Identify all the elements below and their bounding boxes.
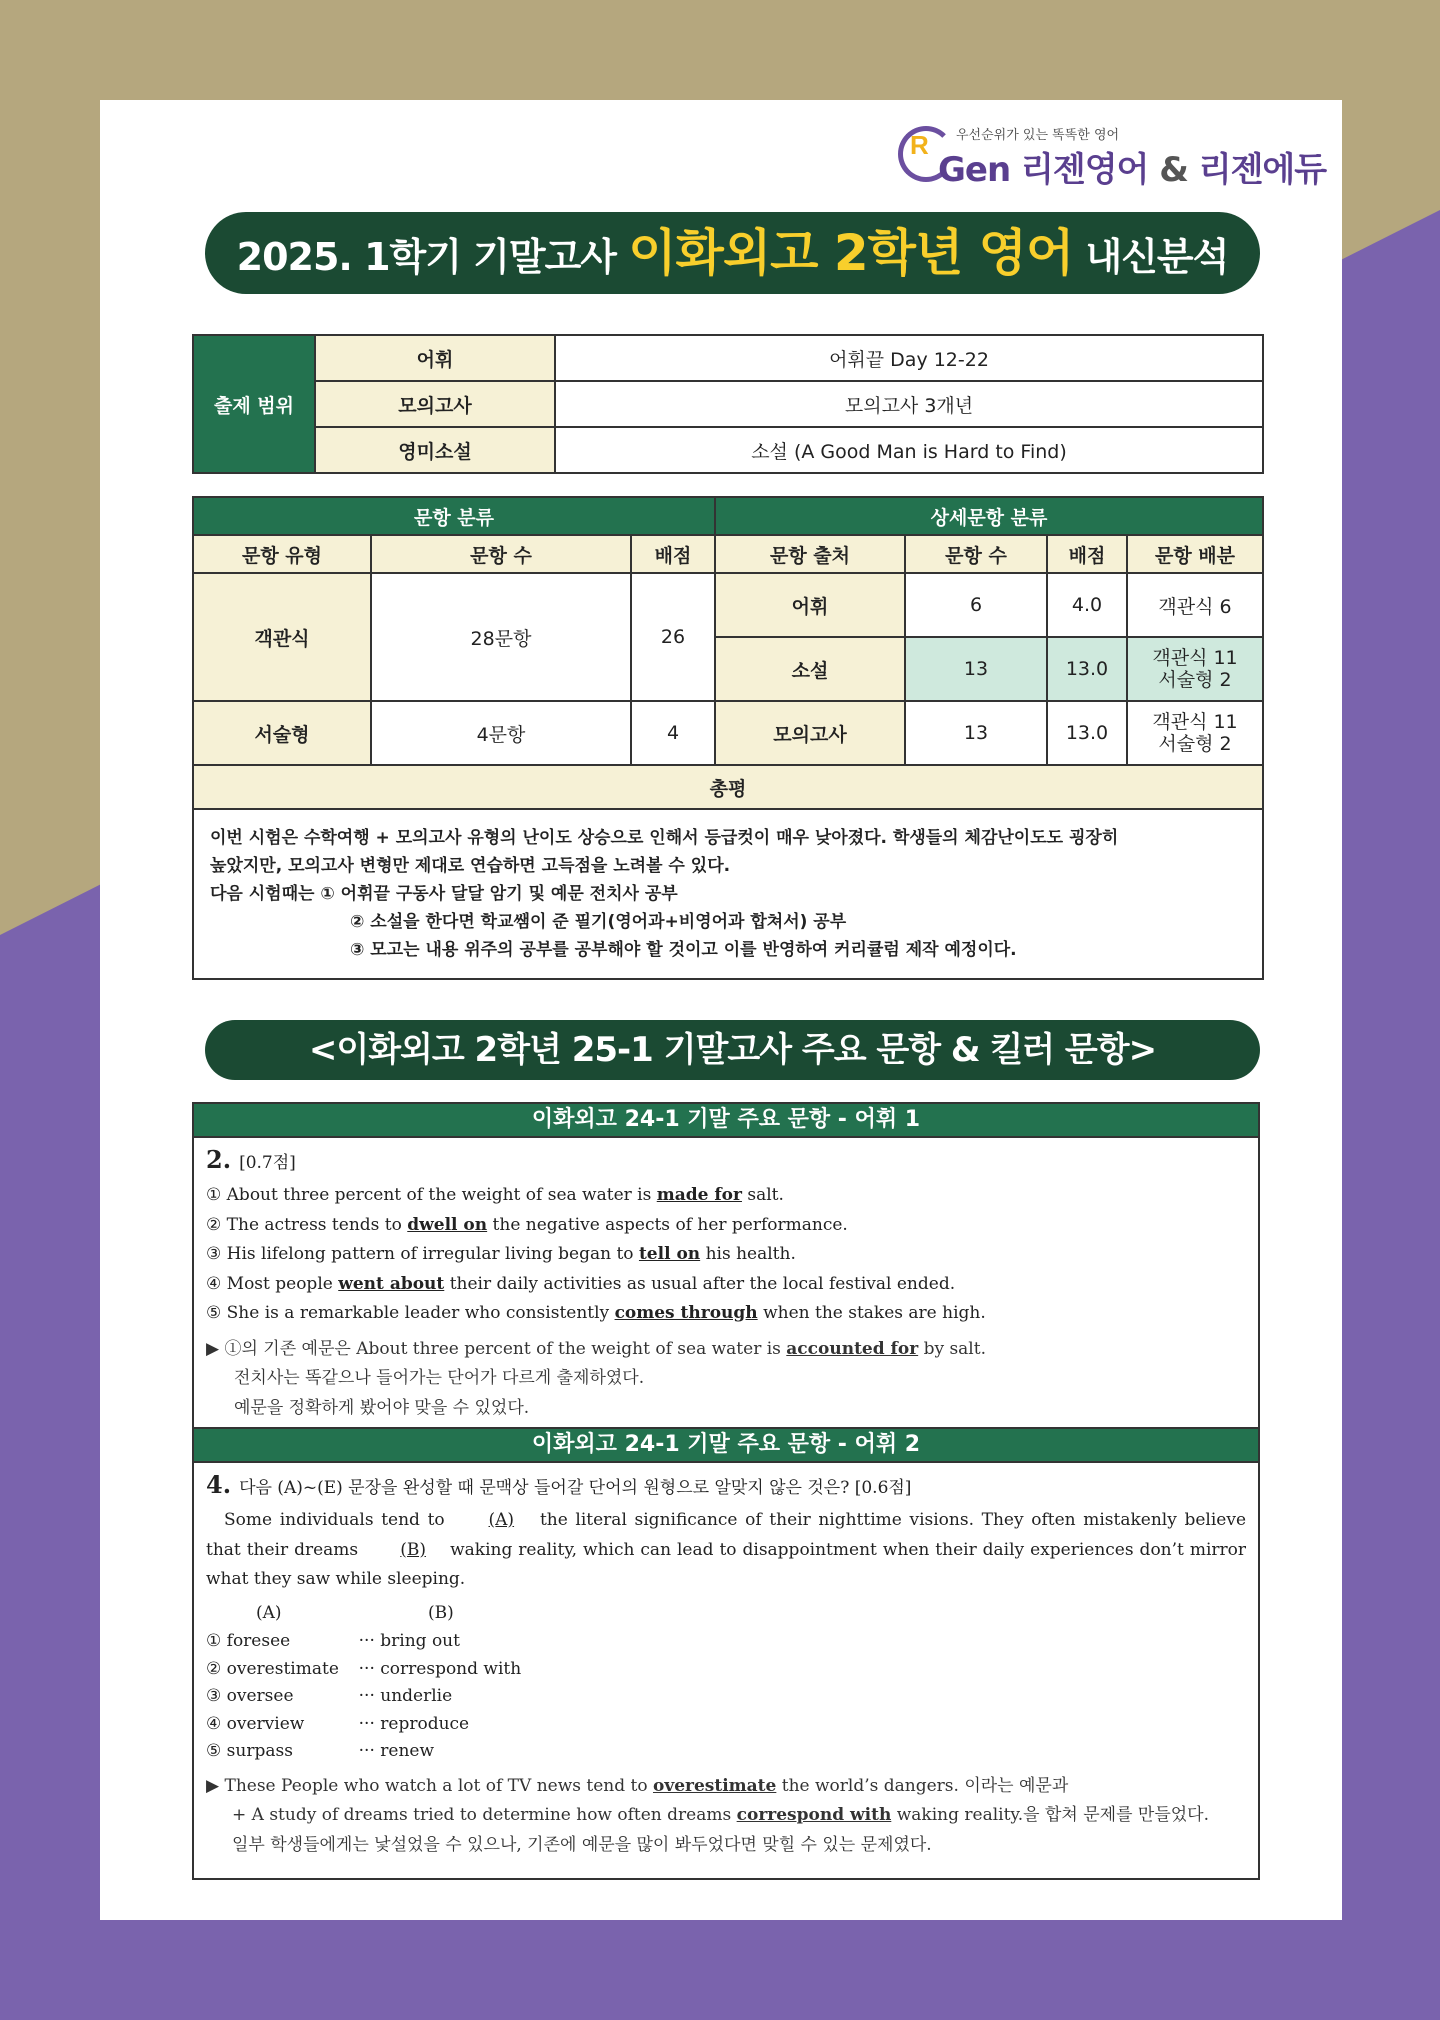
analysis-note [206,1335,1246,1365]
title-banner [205,212,1260,294]
classification-left-title: 문항 분류 [193,497,715,535]
source-score: 4.0 [1047,573,1127,637]
column-header: 문항 유형 [193,535,371,573]
question-passage [206,1506,1246,1595]
option-text: when the stakes are high. [763,1303,986,1323]
option-text: The actress tends to [226,1214,402,1235]
analysis-note [206,1801,1246,1831]
option [206,1738,1246,1766]
option-a: foresee [226,1631,291,1651]
source-dist-line: 서술형 2 [1158,733,1232,755]
option-text: their daily activities as usual after the local festival ended. [449,1273,956,1294]
question-number: 4. [206,1470,232,1499]
column-header: 문항 배분 [1127,535,1263,573]
question-points: [0.7점] [239,1153,296,1173]
option [206,1299,1246,1329]
source-dist: 객관식 6 [1127,573,1263,637]
option-a: oversee [226,1686,294,1706]
note-text: 전치사는 똑같으나 들어가는 단어가 다르게 출제하였다. [234,1368,645,1388]
source-dist-line: 서술형 2 [1158,669,1232,691]
note-underline: correspond with [736,1805,892,1825]
type-score: 26 [631,573,715,701]
option [206,1656,1246,1684]
option-underline: made for [656,1185,742,1205]
source-count: 13 [905,637,1047,701]
classification-table [192,496,1264,980]
logo-slogan: 우선순위가 있는 똑똑한 영어 [956,128,1120,143]
option-b: ··· bring out [358,1631,460,1651]
type-cell: 객관식 [193,573,371,701]
note-text: by salt. [923,1338,986,1359]
option [206,1270,1246,1300]
source-score: 13.0 [1047,637,1127,701]
summary-line: 높았지만, 모의고사 변형만 제대로 연습하면 고득점을 노려볼 수 있다. [210,856,731,876]
title-prefix: 2025. 1학기 기말고사 [236,235,617,279]
option-text: His lifelong pattern of irregular living began to [226,1244,634,1264]
summary-text [193,809,1263,979]
scope-label: 어휘 [315,335,555,381]
question-2 [194,1463,1258,1864]
option-b: ··· reproduce [358,1713,470,1734]
document-page [100,100,1342,1920]
scope-label: 모의고사 [315,381,555,427]
option-text: She is a remarkable leader who consistently [226,1303,610,1323]
column-header: 문항 수 [905,535,1047,573]
option-underline: dwell on [407,1214,488,1235]
source-cell: 모의고사 [715,701,905,765]
question-header: 이화외고 24-1 기말 주요 문항 - 어휘 1 [194,1104,1258,1138]
note-text: waking reality.을 합쳐 문제를 만들었다. [896,1805,1209,1825]
analysis-note [206,1772,1246,1802]
note-text: ▶ ①의 기존 예문은 About three percent of the weight of sea water is [206,1338,781,1359]
summary-line: 다음 시험때는 ① 어휘끝 구동사 달달 암기 및 예문 전치사 공부 [210,884,678,904]
note-underline: overestimate [652,1775,777,1796]
passage-text: waking reality, which can lead to disappointment when their daily experiences don’t mirror what they saw while sleeping. [206,1539,1246,1589]
title-highlight: 이화외고 2학년 영어 [628,224,1074,282]
scope-header: 출제 범위 [193,335,315,473]
column-header: 문항 출처 [715,535,905,573]
option-number: ② [206,1214,222,1235]
note-text: ▶ These People who watch a lot of TV news tend to [206,1775,648,1796]
source-count: 13 [905,701,1047,765]
note-underline: accounted for [786,1338,919,1359]
option-text: salt. [747,1185,784,1205]
scope-label: 영미소설 [315,427,555,473]
column-header: 문항 수 [371,535,631,573]
question-header: 이화외고 24-1 기말 주요 문항 - 어휘 2 [194,1427,1258,1463]
option-a: overestimate [226,1658,339,1679]
type-count: 4문항 [371,701,631,765]
option-b: ··· renew [358,1741,435,1761]
option-columns [206,1599,1246,1629]
logo-brand [938,142,1326,191]
column-a-label: (A) [256,1602,282,1623]
blank-a: (A) [488,1510,515,1530]
option-number: ② [206,1658,222,1679]
source-dist-line: 객관식 11 [1152,711,1238,733]
note-text: the world’s dangers. 이라는 예문과 [781,1775,1069,1796]
option-text: About three percent of the weight of sea water is [226,1185,652,1205]
option-text: his health. [705,1244,796,1264]
source-dist-line: 객관식 11 [1152,647,1238,669]
option [206,1711,1246,1739]
option-underline: went about [338,1273,445,1294]
logo-r-mark: R [910,130,929,160]
scope-value: 소설 (A Good Man is Hard to Find) [555,427,1263,473]
option-b: ··· correspond with [358,1658,522,1679]
option-text: the negative aspects of her performance. [492,1214,848,1235]
option-number: ① [206,1185,222,1205]
brand-logo [898,124,1327,194]
column-header: 배점 [1047,535,1127,573]
scope-value: 어휘끝 Day 12-22 [555,335,1263,381]
option-number: ⑤ [206,1741,222,1761]
option-number: ③ [206,1244,222,1264]
option-a: overview [226,1713,305,1734]
logo-amp: & [1159,150,1188,190]
question-number: 2. [206,1145,232,1174]
option-underline: tell on [638,1244,701,1264]
summary-line: ② 소설을 한다면 학교쌤이 준 필기(영어과+비영어과 합쳐서) 공부 [350,912,847,932]
option-number: ④ [206,1713,222,1734]
option [206,1181,1246,1211]
scope-table [192,334,1264,474]
source-score: 13.0 [1047,701,1127,765]
option-b: ··· underlie [358,1686,453,1706]
blank-b: (B) [400,1539,426,1560]
option [206,1211,1246,1241]
option [206,1628,1246,1656]
option-number: ④ [206,1273,222,1294]
option-text: Most people [226,1273,333,1294]
logo-brand-name-2: 리젠에듀 [1198,150,1327,190]
source-dist [1127,701,1263,765]
option-number: ③ [206,1686,222,1706]
source-cell: 어휘 [715,573,905,637]
option [206,1240,1246,1270]
column-b-label: (B) [428,1602,454,1623]
type-cell: 서술형 [193,701,371,765]
column-header: 배점 [631,535,715,573]
summary-line: 이번 시험은 수학여행 + 모의고사 유형의 난이도 상승으로 인해서 등급컷이 매우 낮아졌다. 학생들의 체감난이도도 굉장히 [210,828,1119,848]
question-prompt: 다음 (A)~(E) 문장을 완성할 때 문맥상 들어갈 단어의 원형으로 알맞지 않은 것은? [0.6점] [239,1478,912,1498]
type-score: 4 [631,701,715,765]
note-text: 예문을 정확하게 봤어야 맞을 수 있었다. [234,1397,530,1418]
option-a: surpass [226,1741,293,1761]
passage-text: Some individuals tend to [224,1510,445,1530]
source-count: 6 [905,573,1047,637]
question-1 [194,1138,1258,1427]
source-dist [1127,637,1263,701]
passage-text: the literal significance of their nighttime visions. They often mistakenly believe that their dreams [206,1510,1247,1560]
scope-value: 모의고사 3개년 [555,381,1263,427]
summary-line: ③ 모고는 내용 위주의 공부를 공부해야 할 것이고 이를 반영하여 커리큘럼 제작 예정이다. [350,940,1017,960]
option-number: ⑤ [206,1303,222,1323]
classification-right-title: 상세문항 분류 [715,497,1263,535]
questions-box [192,1102,1260,1880]
type-count: 28문항 [371,573,631,701]
section-banner: <이화외고 2학년 25-1 기말고사 주요 문항 & 킬러 문항> [205,1020,1260,1080]
note-text: + A study of dreams tried to determine how often dreams [232,1805,732,1825]
title-suffix: 내신분석 [1085,235,1229,279]
logo-brand-name: Gen 리젠영어 [938,150,1149,190]
summary-title: 총평 [193,765,1263,809]
option-underline: comes through [614,1303,758,1323]
source-cell: 소설 [715,637,905,701]
option [206,1683,1246,1711]
option-number: ① [206,1631,222,1651]
note-text: 일부 학생들에게는 낯설었을 수 있으나, 기존에 예문을 많이 봐두었다면 맞힐 수 있는 문제였다. [232,1834,932,1855]
